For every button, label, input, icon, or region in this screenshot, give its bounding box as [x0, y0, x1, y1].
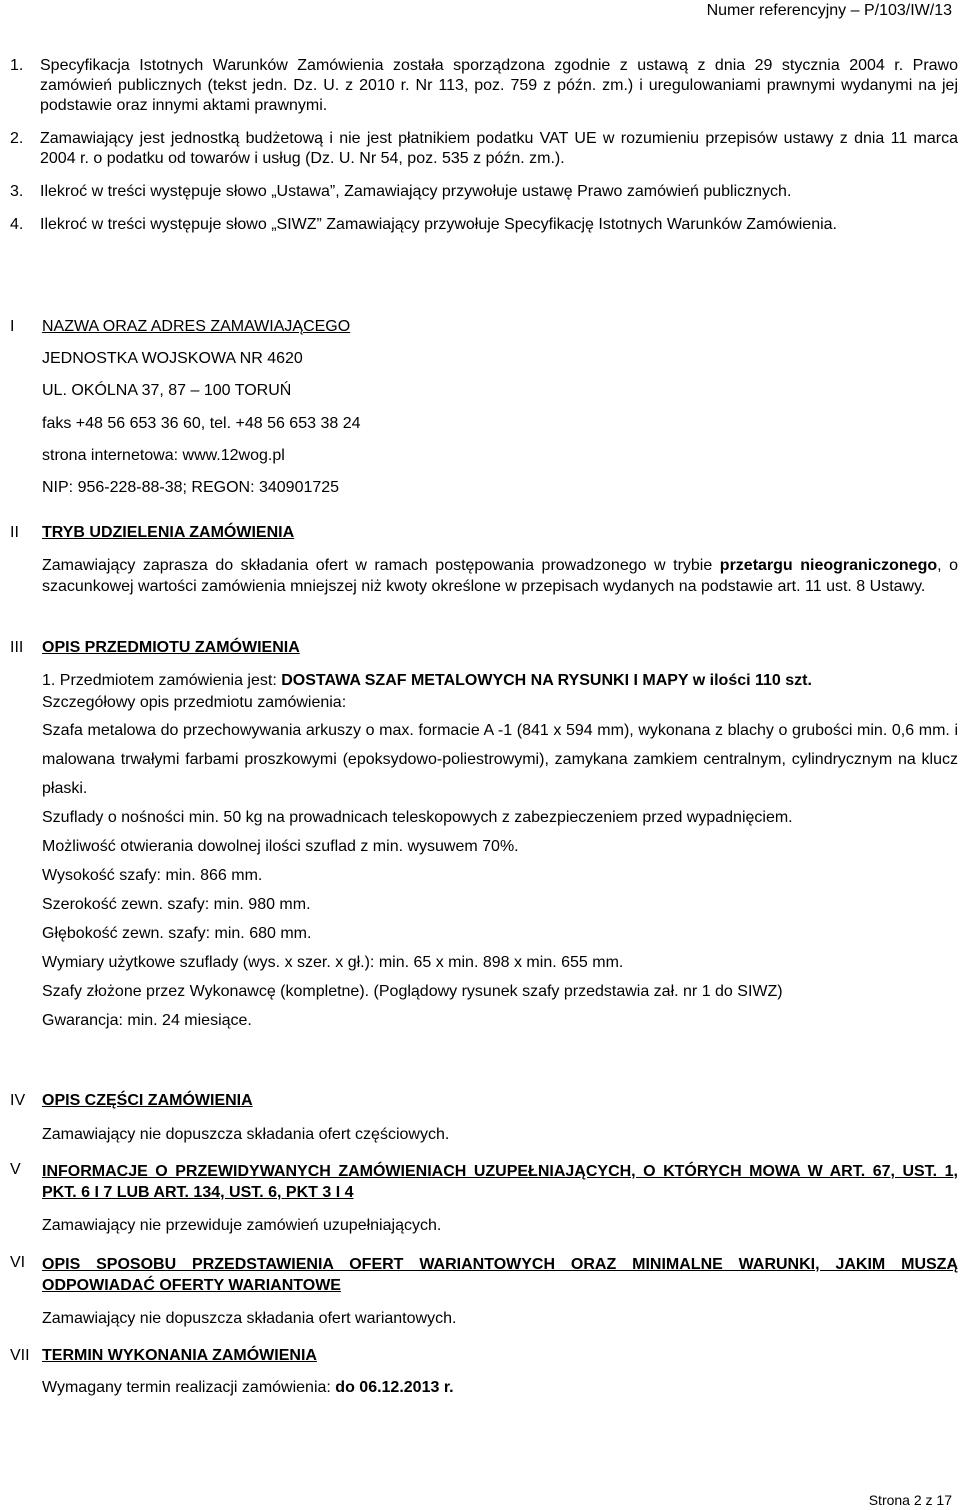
- page-number: Strona 2 z 17: [868, 1492, 952, 1508]
- section-6-numeral: VI: [10, 1254, 26, 1271]
- intro-list: [10, 56, 958, 248]
- spec-line: Szerokość zewn. szafy: min. 980 mm.: [42, 896, 311, 913]
- intro-item-number: 2.: [10, 130, 24, 147]
- section-1-numeral: I: [10, 318, 15, 335]
- section-3: [10, 639, 958, 1035]
- cabinet-description: Szafa metalowa do przechowywania arkuszy o max. formacie A -1 (841 x 594 mm), wykonana z blachy o grubości min. 0,6 mm. i malowana trwałymi farbami proszkowymi (epoksydowo-poliestrowymi), zamykana zamkiem centralnym, cylindrycznym na klucz płaski.: [42, 722, 958, 797]
- spec-line: Możliwość otwierania dowolnej ilości szuflad z min. wysuwem 70%.: [42, 838, 519, 855]
- spec-line: Szafy złożone przez Wykonawcę (kompletne). (Poglądowy rysunek szafy przedstawia zał. nr 1 do SIWZ): [42, 983, 783, 1000]
- section-6-text: Zamawiający nie dopuszcza składania ofert wariantowych.: [42, 1310, 457, 1327]
- section-4-text: Zamawiający nie dopuszcza składania ofert częściowych.: [42, 1126, 450, 1143]
- address-line: faks +48 56 653 36 60, tel. +48 56 653 38 24: [42, 415, 361, 432]
- address-line: NIP: 956-228-88-38; REGON: 340901725: [42, 479, 340, 496]
- spec-line: Gwarancja: min. 24 miesiące.: [42, 1012, 252, 1029]
- section-7: [10, 1347, 958, 1397]
- section-7-text: Wymagany termin realizacji zamówienia: do 06.12.2013 r.: [42, 1379, 454, 1396]
- section-6: [10, 1254, 958, 1328]
- intro-item-text: Specyfikacja Istotnych Warunków Zamówienia została sporządzona zgodnie z ustawą z dnia 29 stycznia 2004 r. Prawo zamówień publicznych (tekst jedn. Dz. U. z 2010 r. Nr 113, poz. 759 z późn. zm.) i uregulowaniami prawnymi wydanymi na jej podstawie oraz innymi aktami prawnymi.: [40, 57, 958, 114]
- section-5-heading: INFORMACJE O PRZEWIDYWANYCH ZAMÓWIENIACH UZUPEŁNIAJĄCYCH, O KTÓRYCH MOWA W ART. 67, UST. 1, PKT. 6 I 7 LUB ART. 134, UST. 6, PKT 3 I 4: [42, 1163, 958, 1201]
- section-2: [10, 524, 958, 597]
- detail-title: Szczegółowy opis przedmiotu zamówienia:: [42, 694, 347, 711]
- intro-item: [10, 56, 958, 116]
- section-7-heading: TERMIN WYKONANIA ZAMÓWIENIA: [42, 1347, 317, 1364]
- address-line: JEDNOSTKA WOJSKOWA NR 4620: [42, 350, 303, 367]
- section-3-heading: OPIS PRZEDMIOTU ZAMÓWIENIA: [42, 639, 300, 656]
- intro-item: [10, 129, 958, 169]
- intro-item: [10, 182, 958, 202]
- section-5: [10, 1161, 958, 1235]
- section-4-numeral: IV: [10, 1092, 26, 1109]
- section-4-heading: OPIS CZĘŚCI ZAMÓWIENIA: [42, 1092, 253, 1109]
- spec-line: Wymiary użytkowe szuflady (wys. x szer. x gł.): min. 65 x min. 898 x min. 655 mm.: [42, 954, 624, 971]
- intro-item: [10, 215, 958, 235]
- intro-item-text: Ilekroć w treści występuje słowo „Ustawa”, Zamawiający przywołuje ustawę Prawo zamówień publicznych.: [40, 183, 792, 200]
- section-4: [10, 1092, 958, 1144]
- address-line: UL. OKÓLNA 37, 87 – 100 TORUŃ: [42, 382, 292, 399]
- spec-line: Głębokość zewn. szafy: min. 680 mm.: [42, 925, 312, 942]
- subject-of-order: 1. Przedmiotem zamówienia jest: DOSTAWA SZAF METALOWYCH NA RYSUNKI I MAPY w ilości 110 szt.: [42, 672, 812, 689]
- section-2-heading: TRYB UDZIELENIA ZAMÓWIENIA: [42, 524, 295, 541]
- section-1: [10, 318, 958, 497]
- intro-item-number: 4.: [10, 216, 24, 233]
- intro-item-text: Ilekroć w treści występuje słowo „SIWZ” Zamawiający przywołuje Specyfikację Istotnych Warunków Zamówienia.: [40, 216, 837, 233]
- section-5-numeral: V: [10, 1161, 21, 1178]
- section-7-numeral: VII: [10, 1347, 30, 1364]
- spec-line: Wysokość szafy: min. 866 mm.: [42, 867, 263, 884]
- section-2-numeral: II: [10, 524, 19, 541]
- reference-number: Numer referencyjny – P/103/IW/13: [706, 2, 952, 19]
- section-1-heading: NAZWA ORAZ ADRES ZAMAWIAJĄCEGO: [42, 318, 351, 335]
- address-line: strona internetowa: www.12wog.pl: [42, 447, 285, 464]
- spec-line: Szuflady o nośności min. 50 kg na prowadnicach teleskopowych z zabezpieczeniem przed wypadnięciem.: [42, 809, 793, 826]
- intro-item-number: 3.: [10, 183, 24, 200]
- section-2-paragraph: Zamawiający zaprasza do składania ofert w ramach postępowania prowadzonego w trybie przetargu nieograniczonego, o szacunkowej wartości zamówienia mniejszej niż kwoty określone w przepisach wydanych na podstawie art. 11 ust. 8 Ustawy.: [42, 557, 958, 595]
- section-6-heading: OPIS SPOSOBU PRZEDSTAWIENIA OFERT WARIANTOWYCH ORAZ MINIMALNE WARUNKI, JAKIM MUSZĄ ODPOWIADAĆ OFERTY WARIANTOWE: [42, 1256, 958, 1294]
- intro-item-text: Zamawiający jest jednostką budżetową i nie jest płatnikiem podatku VAT UE w rozumieniu przepisów ustawy z dnia 11 marca 2004 r. o podatku od towarów i usług (Dz. U. Nr 54, poz. 535 z późn. zm.).: [40, 130, 958, 167]
- section-3-numeral: III: [10, 639, 24, 656]
- intro-item-number: 1.: [10, 57, 24, 74]
- section-5-text: Zamawiający nie przewiduje zamówień uzupełniających.: [42, 1217, 442, 1234]
